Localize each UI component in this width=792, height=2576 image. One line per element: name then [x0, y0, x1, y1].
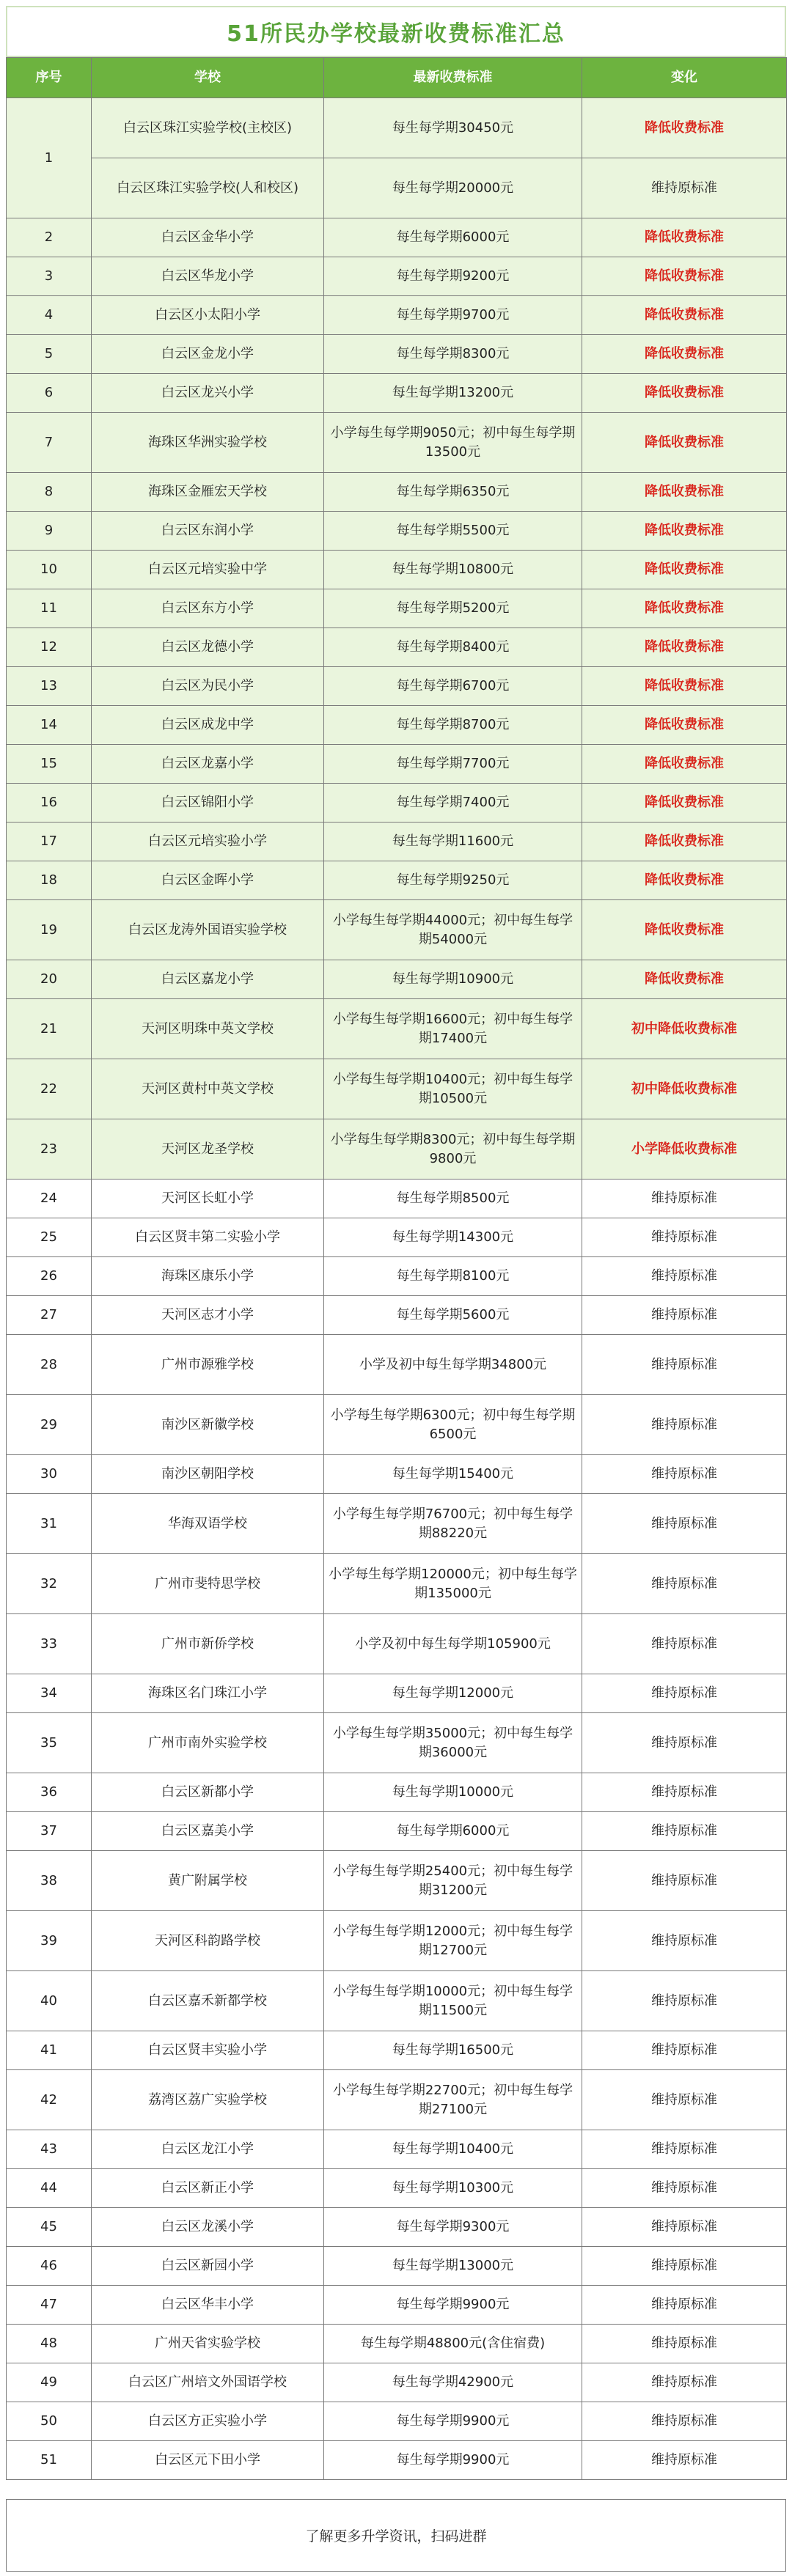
- fee-standard: 每生每学期6700元: [324, 667, 582, 706]
- school-name: 白云区龙涛外国语实验学校: [92, 900, 324, 960]
- school-name: 南沙区新徽学校: [92, 1395, 324, 1455]
- header-fee: 最新收费标准: [324, 58, 582, 98]
- page-title: 51所民办学校最新收费标准汇总: [6, 6, 786, 57]
- school-name: 白云区东润小学: [92, 512, 324, 551]
- table-row: [7, 218, 787, 257]
- row-index: 7: [7, 413, 92, 473]
- change-status: 维持原标准: [582, 2441, 787, 2480]
- fee-standard: 每生每学期6000元: [324, 1812, 582, 1851]
- fee-standard: 小学每生每学期8300元；初中每生每学期9800元: [324, 1119, 582, 1180]
- change-status: 维持原标准: [582, 1674, 787, 1713]
- fee-standard: 小学每生每学期25400元；初中每生每学期31200元: [324, 1851, 582, 1911]
- row-index: 12: [7, 628, 92, 667]
- change-status: 降低收费标准: [582, 667, 787, 706]
- change-status: 降低收费标准: [582, 861, 787, 900]
- fee-standard: 小学每生每学期9050元；初中每生每学期13500元: [324, 413, 582, 473]
- row-index: 15: [7, 745, 92, 784]
- change-status: 降低收费标准: [582, 706, 787, 745]
- school-name: 白云区龙兴小学: [92, 374, 324, 413]
- table-row: [7, 1119, 787, 1180]
- row-index: 3: [7, 257, 92, 296]
- change-status: 维持原标准: [582, 2130, 787, 2169]
- change-status: 维持原标准: [582, 2363, 787, 2402]
- fee-standard: 每生每学期9900元: [324, 2286, 582, 2325]
- row-index: 24: [7, 1180, 92, 1218]
- fee-standard: 每生每学期9200元: [324, 257, 582, 296]
- row-index: 2: [7, 218, 92, 257]
- row-index: 1: [7, 98, 92, 218]
- school-name: 天河区明珠中英文学校: [92, 999, 324, 1059]
- fee-standard: 小学每生每学期12000元；初中每生每学期12700元: [324, 1911, 582, 1971]
- school-name: 白云区金龙小学: [92, 335, 324, 374]
- change-status: 降低收费标准: [582, 589, 787, 628]
- school-name: 广州市斐特思学校: [92, 1554, 324, 1614]
- school-name: 白云区珠江实验学校(人和校区): [92, 158, 324, 218]
- fee-standard: 小学每生每学期22700元；初中每生每学期27100元: [324, 2070, 582, 2130]
- change-status: 维持原标准: [582, 2169, 787, 2208]
- fee-standard: 小学每生每学期6300元；初中每生每学期6500元: [324, 1395, 582, 1455]
- row-index: 30: [7, 1455, 92, 1494]
- fee-standard: 每生每学期8700元: [324, 706, 582, 745]
- table-row: [7, 999, 787, 1059]
- school-name: 白云区小太阳小学: [92, 296, 324, 335]
- fee-standard: 每生每学期8300元: [324, 335, 582, 374]
- row-index: 13: [7, 667, 92, 706]
- fee-standard: 每生每学期13200元: [324, 374, 582, 413]
- row-index: 10: [7, 551, 92, 589]
- fee-standard: 每生每学期9300元: [324, 2208, 582, 2247]
- school-name: 白云区元培实验小学: [92, 823, 324, 861]
- row-index: 31: [7, 1494, 92, 1554]
- fee-table: [6, 57, 787, 2480]
- table-row: [7, 374, 787, 413]
- change-status: 维持原标准: [582, 1335, 787, 1395]
- row-index: 34: [7, 1674, 92, 1713]
- school-name: 华海双语学校: [92, 1494, 324, 1554]
- table-row: [7, 706, 787, 745]
- change-status: 维持原标准: [582, 1494, 787, 1554]
- fee-standard: 每生每学期10900元: [324, 960, 582, 999]
- row-index: 36: [7, 1773, 92, 1812]
- school-name: 白云区东方小学: [92, 589, 324, 628]
- fee-standard: 每生每学期42900元: [324, 2363, 582, 2402]
- change-status: 降低收费标准: [582, 473, 787, 512]
- table-row: [7, 98, 787, 158]
- change-status: 降低收费标准: [582, 784, 787, 823]
- change-status: 降低收费标准: [582, 823, 787, 861]
- row-index: 43: [7, 2130, 92, 2169]
- fee-standard: 小学及初中每生每学期105900元: [324, 1614, 582, 1674]
- row-index: 23: [7, 1119, 92, 1180]
- change-status: 维持原标准: [582, 1554, 787, 1614]
- table-row: [7, 1971, 787, 2031]
- change-status: 维持原标准: [582, 1257, 787, 1296]
- change-status: 维持原标准: [582, 2402, 787, 2441]
- table-row: [7, 1395, 787, 1455]
- change-status: 初中降低收费标准: [582, 1059, 787, 1119]
- fee-standard: 每生每学期5600元: [324, 1296, 582, 1335]
- change-status: 维持原标准: [582, 1296, 787, 1335]
- school-name: 白云区华龙小学: [92, 257, 324, 296]
- school-name: 天河区长虹小学: [92, 1180, 324, 1218]
- fee-standard: 每生每学期8400元: [324, 628, 582, 667]
- table-row: [7, 296, 787, 335]
- table-row: [7, 1911, 787, 1971]
- table-row: [7, 2363, 787, 2402]
- fee-standard: 小学每生每学期120000元；初中每生每学期135000元: [324, 1554, 582, 1614]
- table-row: [7, 2247, 787, 2286]
- row-index: 45: [7, 2208, 92, 2247]
- row-index: 46: [7, 2247, 92, 2286]
- fee-standard: 每生每学期11600元: [324, 823, 582, 861]
- row-index: 25: [7, 1218, 92, 1257]
- table-row: [7, 1180, 787, 1218]
- fee-standard: 每生每学期9700元: [324, 296, 582, 335]
- table-row: [7, 512, 787, 551]
- school-name: 白云区龙德小学: [92, 628, 324, 667]
- fee-standard: 每生每学期15400元: [324, 1455, 582, 1494]
- table-row: [7, 589, 787, 628]
- change-status: 维持原标准: [582, 1713, 787, 1773]
- school-name: 白云区龙嘉小学: [92, 745, 324, 784]
- change-status: 维持原标准: [582, 1395, 787, 1455]
- change-status: 维持原标准: [582, 1971, 787, 2031]
- table-row: [7, 551, 787, 589]
- table-row: [7, 1851, 787, 1911]
- school-name: 黄广附属学校: [92, 1851, 324, 1911]
- row-index: 51: [7, 2441, 92, 2480]
- fee-standard: 每生每学期10000元: [324, 1773, 582, 1812]
- fee-standard: 每生每学期7700元: [324, 745, 582, 784]
- fee-standard: 每生每学期20000元: [324, 158, 582, 218]
- header-change: 变化: [582, 58, 787, 98]
- table-row: [7, 1296, 787, 1335]
- school-name: 白云区龙江小学: [92, 2130, 324, 2169]
- change-status: 维持原标准: [582, 2070, 787, 2130]
- school-name: 天河区志才小学: [92, 1296, 324, 1335]
- fee-standard: 小学每生每学期10000元；初中每生每学期11500元: [324, 1971, 582, 2031]
- row-index: 42: [7, 2070, 92, 2130]
- fee-standard: 小学每生每学期10400元；初中每生每学期10500元: [324, 1059, 582, 1119]
- change-status: 维持原标准: [582, 2247, 787, 2286]
- table-row: [7, 257, 787, 296]
- change-status: 小学降低收费标准: [582, 1119, 787, 1180]
- table-row: [7, 1554, 787, 1614]
- table-row: [7, 667, 787, 706]
- fee-standard: 每生每学期48800元(含住宿费): [324, 2325, 582, 2363]
- row-index: 16: [7, 784, 92, 823]
- table-row: [7, 1674, 787, 1713]
- school-name: 白云区新都小学: [92, 1773, 324, 1812]
- row-index: 50: [7, 2402, 92, 2441]
- change-status: 维持原标准: [582, 2208, 787, 2247]
- fee-standard: 每生每学期5500元: [324, 512, 582, 551]
- row-index: 9: [7, 512, 92, 551]
- school-name: 广州天省实验学校: [92, 2325, 324, 2363]
- school-name: 广州市南外实验学校: [92, 1713, 324, 1773]
- row-index: 4: [7, 296, 92, 335]
- row-index: 21: [7, 999, 92, 1059]
- change-status: 维持原标准: [582, 2325, 787, 2363]
- table-row: [7, 745, 787, 784]
- school-name: 白云区珠江实验学校(主校区): [92, 98, 324, 158]
- row-index: 40: [7, 1971, 92, 2031]
- table-row: [7, 158, 787, 218]
- fee-standard: 小学每生每学期16600元；初中每生每学期17400元: [324, 999, 582, 1059]
- table-row: [7, 2325, 787, 2363]
- change-status: 降低收费标准: [582, 374, 787, 413]
- change-status: 维持原标准: [582, 1180, 787, 1218]
- fee-standard: 小学及初中每生每学期34800元: [324, 1335, 582, 1395]
- row-index: 8: [7, 473, 92, 512]
- table-row: [7, 2070, 787, 2130]
- table-row: [7, 861, 787, 900]
- row-index: 44: [7, 2169, 92, 2208]
- school-name: 海珠区华洲实验学校: [92, 413, 324, 473]
- change-status: 维持原标准: [582, 1851, 787, 1911]
- fee-standard: 每生每学期12000元: [324, 1674, 582, 1713]
- school-name: 白云区华丰小学: [92, 2286, 324, 2325]
- change-status: 维持原标准: [582, 1614, 787, 1674]
- school-name: 白云区新园小学: [92, 2247, 324, 2286]
- change-status: 维持原标准: [582, 1773, 787, 1812]
- fee-standard: 每生每学期10400元: [324, 2130, 582, 2169]
- table-row: [7, 1494, 787, 1554]
- row-index: 27: [7, 1296, 92, 1335]
- change-status: 降低收费标准: [582, 413, 787, 473]
- school-name: 南沙区朝阳学校: [92, 1455, 324, 1494]
- table-row: [7, 628, 787, 667]
- row-index: 26: [7, 1257, 92, 1296]
- change-status: 维持原标准: [582, 1455, 787, 1494]
- row-index: 49: [7, 2363, 92, 2402]
- row-index: 33: [7, 1614, 92, 1674]
- school-name: 广州市新侨学校: [92, 1614, 324, 1674]
- table-row: [7, 1218, 787, 1257]
- table-row: [7, 784, 787, 823]
- table-body: [7, 98, 787, 2480]
- school-name: 天河区龙圣学校: [92, 1119, 324, 1180]
- table-row: [7, 1812, 787, 1851]
- table-row: [7, 1773, 787, 1812]
- school-name: 白云区锦阳小学: [92, 784, 324, 823]
- fee-standard: 每生每学期6000元: [324, 218, 582, 257]
- row-index: 5: [7, 335, 92, 374]
- school-name: 白云区金华小学: [92, 218, 324, 257]
- table-row: [7, 2169, 787, 2208]
- table-header-row: [7, 58, 787, 98]
- school-name: 白云区嘉禾新都学校: [92, 1971, 324, 2031]
- header-school: 学校: [92, 58, 324, 98]
- footer-note: 了解更多升学资讯，扫码进群: [6, 2499, 786, 2572]
- school-name: 广州市源雅学校: [92, 1335, 324, 1395]
- table-row: [7, 2031, 787, 2070]
- fee-standard: 每生每学期10300元: [324, 2169, 582, 2208]
- row-index: 19: [7, 900, 92, 960]
- table-row: [7, 413, 787, 473]
- table-row: [7, 335, 787, 374]
- table-row: [7, 1059, 787, 1119]
- change-status: 降低收费标准: [582, 257, 787, 296]
- table-row: [7, 1713, 787, 1773]
- change-status: 维持原标准: [582, 158, 787, 218]
- change-status: 维持原标准: [582, 2031, 787, 2070]
- change-status: 降低收费标准: [582, 628, 787, 667]
- change-status: 降低收费标准: [582, 900, 787, 960]
- row-index: 18: [7, 861, 92, 900]
- table-row: [7, 2441, 787, 2480]
- row-index: 48: [7, 2325, 92, 2363]
- row-index: 14: [7, 706, 92, 745]
- row-index: 29: [7, 1395, 92, 1455]
- table-row: [7, 2402, 787, 2441]
- table-row: [7, 2208, 787, 2247]
- header-index: 序号: [7, 58, 92, 98]
- school-name: 荔湾区荔广实验学校: [92, 2070, 324, 2130]
- fee-standard: 每生每学期16500元: [324, 2031, 582, 2070]
- fee-standard: 每生每学期8100元: [324, 1257, 582, 1296]
- row-index: 41: [7, 2031, 92, 2070]
- school-name: 白云区新正小学: [92, 2169, 324, 2208]
- change-status: 降低收费标准: [582, 745, 787, 784]
- row-index: 47: [7, 2286, 92, 2325]
- school-name: 海珠区康乐小学: [92, 1257, 324, 1296]
- school-name: 白云区成龙中学: [92, 706, 324, 745]
- row-index: 38: [7, 1851, 92, 1911]
- fee-standard: 小学每生每学期44000元；初中每生每学期54000元: [324, 900, 582, 960]
- change-status: 降低收费标准: [582, 551, 787, 589]
- change-status: 降低收费标准: [582, 335, 787, 374]
- school-name: 白云区龙溪小学: [92, 2208, 324, 2247]
- fee-standard: 每生每学期9250元: [324, 861, 582, 900]
- school-name: 海珠区名门珠江小学: [92, 1674, 324, 1713]
- fee-standard: 每生每学期9900元: [324, 2402, 582, 2441]
- school-name: 白云区为民小学: [92, 667, 324, 706]
- table-row: [7, 2286, 787, 2325]
- table-row: [7, 473, 787, 512]
- school-name: 白云区元培实验中学: [92, 551, 324, 589]
- school-name: 白云区嘉龙小学: [92, 960, 324, 999]
- table-row: [7, 2130, 787, 2169]
- fee-standard: 每生每学期13000元: [324, 2247, 582, 2286]
- change-status: 降低收费标准: [582, 218, 787, 257]
- table-row: [7, 823, 787, 861]
- change-status: 降低收费标准: [582, 960, 787, 999]
- row-index: 20: [7, 960, 92, 999]
- fee-standard: 每生每学期6350元: [324, 473, 582, 512]
- fee-standard: 小学每生每学期76700元；初中每生每学期88220元: [324, 1494, 582, 1554]
- table-row: [7, 1455, 787, 1494]
- school-name: 白云区嘉美小学: [92, 1812, 324, 1851]
- school-name: 海珠区金雁宏天学校: [92, 473, 324, 512]
- school-name: 白云区贤丰实验小学: [92, 2031, 324, 2070]
- table-row: [7, 1614, 787, 1674]
- change-status: 初中降低收费标准: [582, 999, 787, 1059]
- school-name: 白云区方正实验小学: [92, 2402, 324, 2441]
- fee-standard: 每生每学期7400元: [324, 784, 582, 823]
- school-name: 白云区金晖小学: [92, 861, 324, 900]
- fee-standard: 每生每学期10800元: [324, 551, 582, 589]
- school-name: 白云区贤丰第二实验小学: [92, 1218, 324, 1257]
- table-row: [7, 1335, 787, 1395]
- fee-standard: 每生每学期5200元: [324, 589, 582, 628]
- row-index: 39: [7, 1911, 92, 1971]
- table-row: [7, 900, 787, 960]
- change-status: 维持原标准: [582, 1812, 787, 1851]
- fee-standard: 每生每学期8500元: [324, 1180, 582, 1218]
- school-name: 天河区科韵路学校: [92, 1911, 324, 1971]
- row-index: 28: [7, 1335, 92, 1395]
- row-index: 22: [7, 1059, 92, 1119]
- table-row: [7, 960, 787, 999]
- school-name: 白云区广州培文外国语学校: [92, 2363, 324, 2402]
- change-status: 维持原标准: [582, 2286, 787, 2325]
- fee-standard: 每生每学期14300元: [324, 1218, 582, 1257]
- change-status: 降低收费标准: [582, 98, 787, 158]
- fee-standard: 每生每学期9900元: [324, 2441, 582, 2480]
- change-status: 降低收费标准: [582, 296, 787, 335]
- row-index: 17: [7, 823, 92, 861]
- fee-standard: 小学每生每学期35000元；初中每生每学期36000元: [324, 1713, 582, 1773]
- school-name: 天河区黄村中英文学校: [92, 1059, 324, 1119]
- table-row: [7, 1257, 787, 1296]
- change-status: 降低收费标准: [582, 512, 787, 551]
- row-index: 32: [7, 1554, 92, 1614]
- row-index: 35: [7, 1713, 92, 1773]
- change-status: 维持原标准: [582, 1218, 787, 1257]
- change-status: 维持原标准: [582, 1911, 787, 1971]
- school-name: 白云区元下田小学: [92, 2441, 324, 2480]
- row-index: 6: [7, 374, 92, 413]
- row-index: 11: [7, 589, 92, 628]
- fee-standard: 每生每学期30450元: [324, 98, 582, 158]
- row-index: 37: [7, 1812, 92, 1851]
